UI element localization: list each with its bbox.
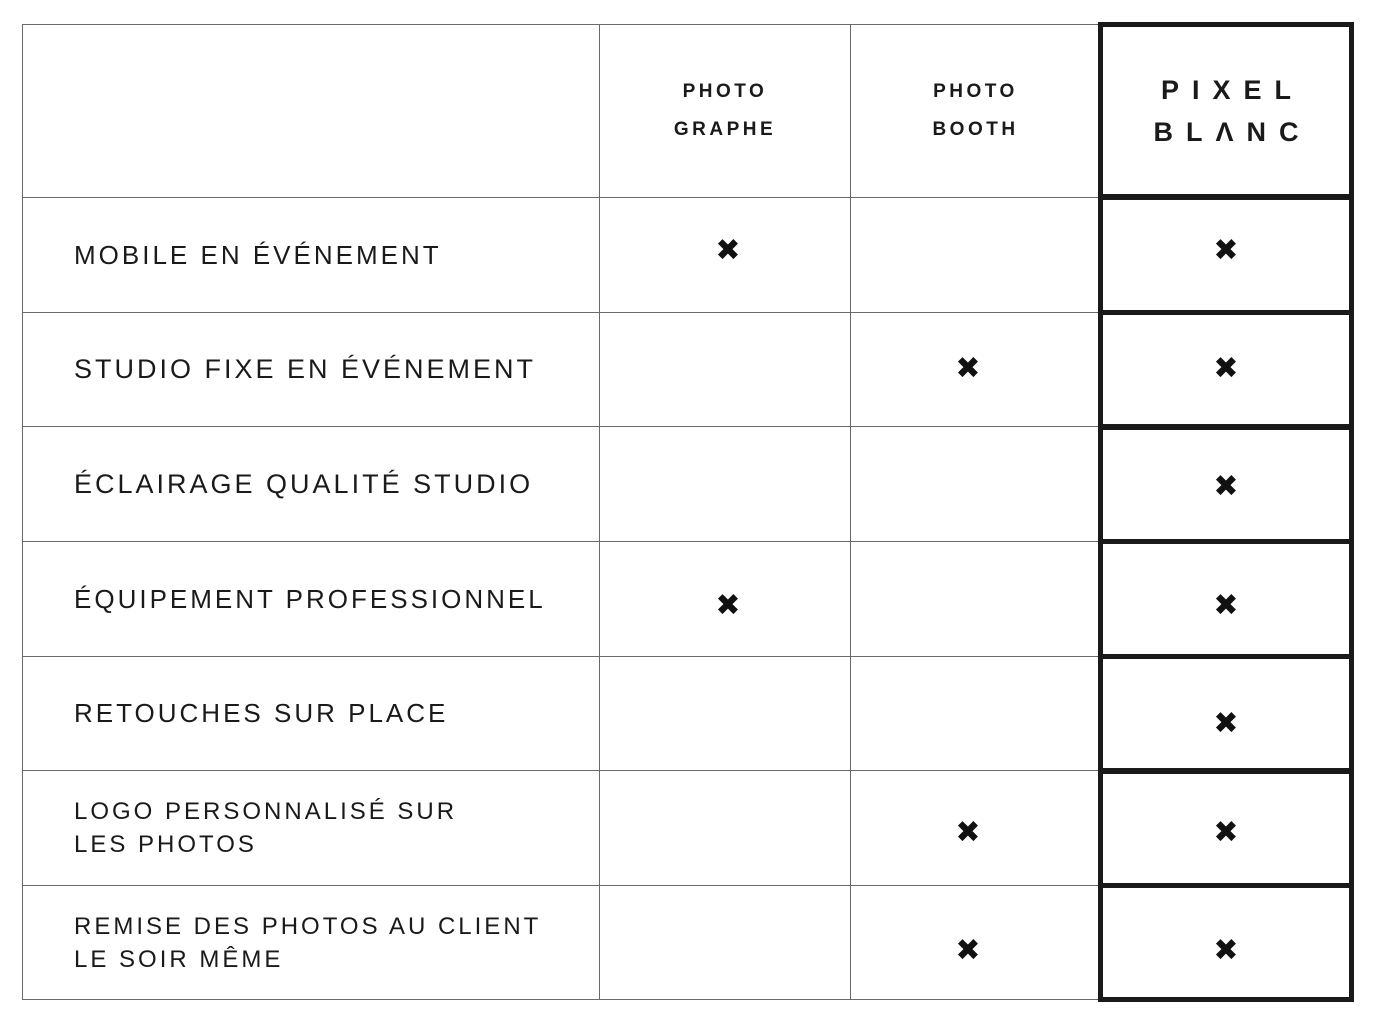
x-mark-icon: ✖ — [1213, 351, 1239, 386]
x-mark-icon: ✖ — [1213, 469, 1239, 504]
row-label-studio-fixe: STUDIO FIXE EN ÉVÉNEMENT — [74, 354, 537, 384]
header-photobooth-label: PHOTO BOOTH — [932, 80, 1019, 140]
header-photographe — [600, 24, 850, 197]
header-empty-cell — [22, 24, 599, 197]
header-photographe-label: PHOTO GRAPHE — [673, 80, 777, 140]
x-mark-icon: ✖ — [715, 233, 741, 268]
row-label-logo: LOGO PERSONNALISÉ SUR LES PHOTOS — [74, 798, 458, 858]
row-label-remise: REMISE DES PHOTOS AU CLIENT LE SOIR MÊME — [74, 912, 542, 973]
x-mark-icon: ✖ — [1213, 588, 1239, 623]
x-mark-icon: ✖ — [715, 588, 741, 623]
x-mark-icon: ✖ — [955, 351, 981, 386]
row-label-mobile: MOBILE EN ÉVÉNEMENT — [74, 239, 442, 270]
x-mark-icon: ✖ — [955, 815, 981, 850]
row-label-eclairage: ÉCLAIRAGE QUALITÉ STUDIO — [74, 468, 534, 499]
x-mark-icon: ✖ — [1213, 815, 1239, 850]
pixelblanc-logo: PIXEL BLΛNC — [1153, 74, 1312, 147]
header-pixelblanc — [1103, 24, 1349, 197]
x-mark-icon: ✖ — [1213, 933, 1239, 968]
table-bottom-border — [22, 999, 1100, 1000]
x-mark-icon: ✖ — [1213, 706, 1239, 741]
x-mark-icon: ✖ — [955, 933, 981, 968]
row-label-retouches: RETOUCHES SUR PLACE — [74, 698, 449, 728]
x-mark-icon: ✖ — [1213, 233, 1239, 268]
header-photobooth — [851, 24, 1100, 197]
row-label-equipement: ÉQUIPEMENT PROFESSIONNEL — [74, 583, 546, 614]
comparison-table — [22, 24, 1354, 1000]
